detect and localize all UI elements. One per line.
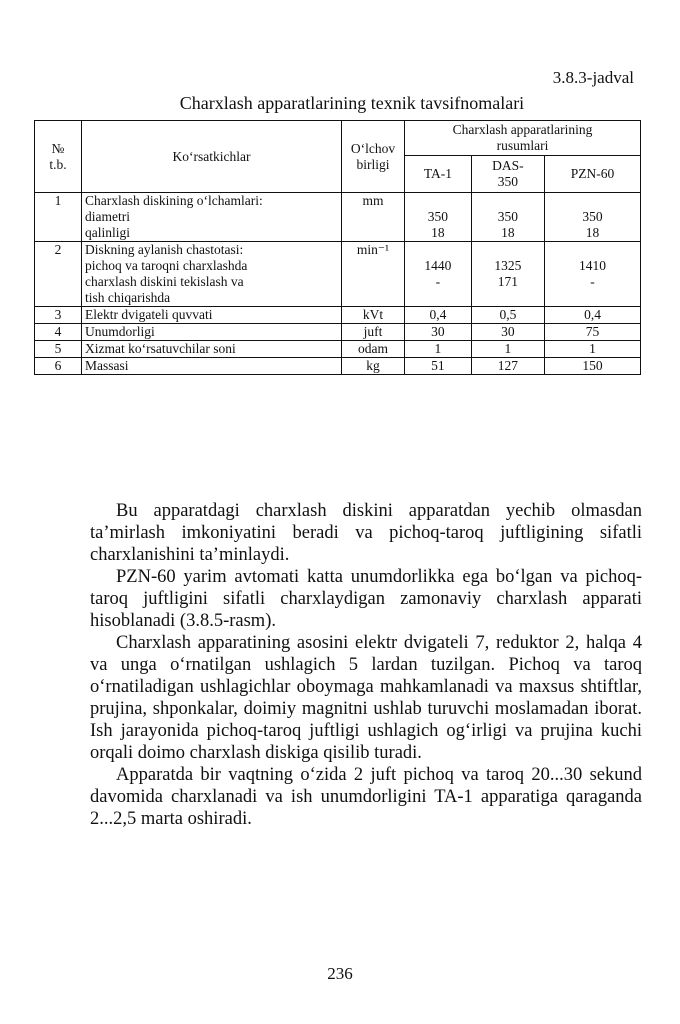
paragraph: Apparatda bir vaqtning o‘zida 2 juft pichoq va taroq 20...30 sekund davomida charxlanadi va ish unumdorligini TA-1 apparatiga qaraganda 2...2,5 marta oshiradi.: [90, 765, 642, 829]
row-indicator: Xizmat ko‘rsatuvchilar soni: [82, 341, 342, 358]
table-row: [35, 341, 641, 358]
paragraph: PZN-60 yarim avtomati katta unumdorlikka ega bo‘lgan va pichoq-taroq juftligini sifatli charxlaydigan zamonaviy charxlash apparati hisoblanadi (3.8.5-rasm).: [90, 567, 642, 631]
table-row: [35, 242, 641, 307]
row-unit: odam: [342, 341, 405, 358]
row-indicator: Diskning aylanish chastotasi: pichoq va taroqni charxlashda charxlash diskini tekislash va tish chiqarishda: [82, 242, 342, 307]
table-row: [35, 324, 641, 341]
row-value-ta1: 30: [405, 324, 472, 341]
row-unit: kg: [342, 358, 405, 375]
row-unit: mm: [342, 193, 405, 242]
row-value-pzn60: 1: [545, 341, 641, 358]
row-number: 1: [35, 193, 82, 242]
row-number: 4: [35, 324, 82, 341]
row-value-pzn60: 1410 -: [545, 242, 641, 307]
row-value-ta1: 1: [405, 341, 472, 358]
table-row: [35, 307, 641, 324]
table-row: [35, 358, 641, 375]
body-text: [90, 500, 642, 830]
header-model-das350: DAS- 350: [471, 156, 544, 193]
header-model-ta1: TA-1: [405, 156, 472, 193]
row-value-pzn60: 75: [545, 324, 641, 341]
row-number: 3: [35, 307, 82, 324]
header-models-group: Charxlash apparatlarining rusumlari: [405, 121, 641, 156]
row-value-das350: 127: [471, 358, 544, 375]
paragraph: Charxlash apparatining asosini elektr dvigateli 7, reduktor 2, halqa 4 va unga o‘rnatilgan ushlagich 5 lardan tuzilgan. Pichoq va taroq o‘rnatiladigan ushlagichlar oboymaga mahkamlanadi va maxsus shtiftlar, prujina, shponkalar, doimiy magnitni ushlab turuvchi moslamadan iborat. Ish jarayonida pichoq-taroq juftligi ushlagich og‘irligi va prujina kuchi orqali doimo charxlash diskiga qisilib turadi.: [90, 633, 642, 763]
table-label: 3.8.3-jadval: [552, 68, 634, 87]
row-indicator: Elektr dvigateli quvvati: [82, 307, 342, 324]
row-unit: min⁻¹: [342, 242, 405, 307]
row-unit: kVt: [342, 307, 405, 324]
row-value-das350: 0,5: [471, 307, 544, 324]
row-value-pzn60: 150: [545, 358, 641, 375]
paragraph: Bu apparatdagi charxlash diskini apparatdan yechib olmasdan ta’mirlash imkoniyatini beradi va pichoq-taroq juftligining sifatli charxlanishini ta’minlaydi.: [90, 501, 642, 565]
row-indicator: Charxlash diskining o‘lchamlari: diametri qalinligi: [82, 193, 342, 242]
header-number: № t.b.: [35, 121, 82, 193]
row-value-das350: 1: [471, 341, 544, 358]
row-value-ta1: 1440 -: [405, 242, 472, 307]
row-number: 2: [35, 242, 82, 307]
row-value-das350: 350 18: [471, 193, 544, 242]
table-title: Charxlash apparatlarining texnik tavsifnomalari: [179, 93, 525, 113]
row-number: 5: [35, 341, 82, 358]
row-value-ta1: 350 18: [405, 193, 472, 242]
row-value-das350: 30: [471, 324, 544, 341]
row-indicator: Massasi: [82, 358, 342, 375]
spec-table: [34, 120, 641, 375]
row-indicator: Unumdorligi: [82, 324, 342, 341]
header-indicators: Ko‘rsatkichlar: [82, 121, 342, 193]
row-number: 6: [35, 358, 82, 375]
header-unit: O‘lchov birligi: [342, 121, 405, 193]
row-value-das350: 1325 171: [471, 242, 544, 307]
table-row: [35, 193, 641, 242]
header-model-pzn60: PZN-60: [545, 156, 641, 193]
row-value-pzn60: 350 18: [545, 193, 641, 242]
row-value-ta1: 51: [405, 358, 472, 375]
row-value-pzn60: 0,4: [545, 307, 641, 324]
row-unit: juft: [342, 324, 405, 341]
page-number: 236: [327, 964, 353, 983]
row-value-ta1: 0,4: [405, 307, 472, 324]
